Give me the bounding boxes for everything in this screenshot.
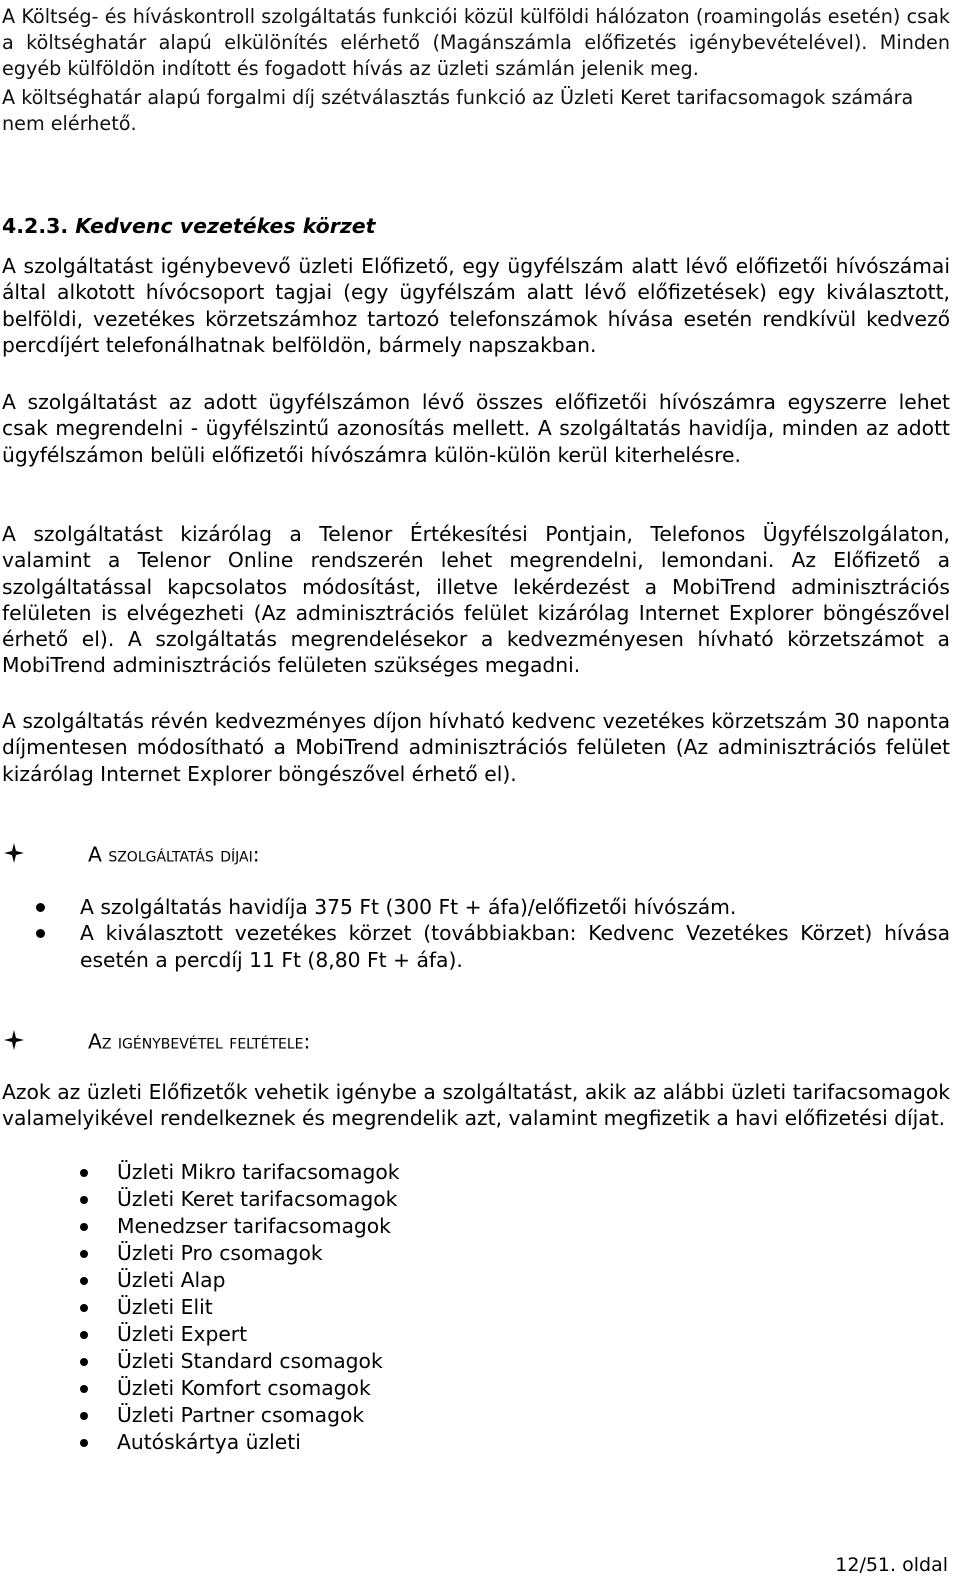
package-name: Üzleti Standard csomagok xyxy=(117,1349,383,1373)
intro-paragraph-cost-limit: A költséghatár alapú forgalmi díj szétválasztás funkció az Üzleti Keret tarifacsomagok számára nem elérhető. xyxy=(2,86,914,135)
bullet-icon xyxy=(36,929,45,938)
bullet-icon xyxy=(80,1358,88,1366)
paragraph-ordering-scope: A szolgáltatást az adott ügyfélszámon lévő összes előfizetői hívószámra egyszerre lehet csak megrendelni - ügyfélszintű azonosítás mellett. A szolgáltatás havidíja, minden az adott ügyfélszámon belüli előfizetői hívószámra külön-külön kerül kiterhelésre. xyxy=(2,390,950,467)
section-heading xyxy=(2,211,375,241)
paragraph-area-code-change: A szolgáltatás révén kedvezményes díjon hívható kedvenc vezetékes körzetszám 30 naponta díjmentesen módosítható a MobiTrend adminisztrációs felületen (Az adminisztrációs felület kizárólag Internet Explorer böngészővel érhető el). xyxy=(2,709,950,786)
bullet-icon xyxy=(80,1439,88,1447)
fee-per-minute: A kiválasztott vezetékes körzet (továbbiakban: Kedvenc Vezetékes Körzet) hívása esetén a percdíj 11 Ft (8,80 Ft + áfa). xyxy=(80,921,950,972)
package-name: Menedzser tarifacsomagok xyxy=(117,1214,391,1238)
intro-paragraph-roaming: A Költség- és híváskontroll szolgáltatás funkciói közül külföldi hálózaton (roamingolás esetén) csak a költséghatár alapú elkülönítés elérhető (Magánszámla előfizetés igénybevételével). Minden egyéb külföldön indított és fogadott hívás az üzleti számlán jelenik meg. xyxy=(2,5,950,80)
list-item xyxy=(0,1321,600,1348)
list-item xyxy=(0,1348,600,1375)
list-item xyxy=(0,1402,600,1429)
list-item xyxy=(0,1186,600,1213)
bullet-icon xyxy=(80,1277,88,1285)
fees-title: A szolgáltatás díjai: xyxy=(88,842,260,867)
paragraph-ordering-channels: A szolgáltatást kizárólag a Telenor Értékesítési Pontjain, Telefonos Ügyfélszolgálaton, valamint a Telenor Online rendszerén lehet megrendelni, lemondani. Az Előfizető a szolgáltatással kapcsolatos módosítást, illetve lekérdezést a MobiTrend adminisztrációs felületen is elvégezheti (Az adminisztrációs felület kizárólag Internet Explorer böngészővel érhető el). A szolgáltatás megrendelésekor a kedvezményesen hívható körzetszámot a MobiTrend adminisztrációs felületen szükséges megadni. xyxy=(2,522,950,678)
fees-list xyxy=(0,894,950,973)
bullet-icon xyxy=(80,1331,88,1339)
paragraph-eligibility: Azok az üzleti Előfizetők vehetik igénybe a szolgáltatást, akik az alábbi üzleti tarifacsomagok valamelyikével rendelkeznek és megrendelik azt, valamint megfizetik a havi előfizetési díjat. xyxy=(2,1080,950,1131)
fees-heading xyxy=(2,841,260,871)
bullet-icon xyxy=(36,903,45,912)
bullet-icon xyxy=(80,1385,88,1393)
package-name: Autóskártya üzleti xyxy=(117,1430,301,1454)
section-title: Kedvenc vezetékes körzet xyxy=(75,214,376,238)
list-item xyxy=(0,1429,600,1456)
list-item xyxy=(0,1159,600,1186)
package-name: Üzleti Pro csomagok xyxy=(117,1241,323,1265)
list-item xyxy=(0,1240,600,1267)
conditions-title: Az igénybevétel feltétele: xyxy=(88,1029,311,1054)
list-item xyxy=(0,1213,600,1240)
package-name: Üzleti Mikro tarifacsomagok xyxy=(117,1160,400,1184)
list-item xyxy=(0,1375,600,1402)
package-list xyxy=(0,1159,600,1456)
package-name: Üzleti Komfort csomagok xyxy=(117,1376,371,1400)
diamond-bullet-icon xyxy=(2,1028,32,1058)
package-name: Üzleti Partner csomagok xyxy=(117,1403,365,1427)
package-name: Üzleti Keret tarifacsomagok xyxy=(117,1187,398,1211)
package-name: Üzleti Elit xyxy=(117,1295,213,1319)
list-item xyxy=(0,1267,600,1294)
paragraph-service-description: A szolgáltatást igénybevevő üzleti Előfizető, egy ügyfélszám alatt lévő előfizetői hívószámai által alkotott hívócsoport tagjai (egy ügyfélszám alatt lévő előfizetések) egy kiválasztott, belföldi, vezetékes körzetszámhoz tartozó telefonszámok hívása esetén rendkívül kedvező percdíjért telefonálhatnak belföldön, bármely napszakban. xyxy=(2,254,950,357)
bullet-icon xyxy=(80,1250,88,1258)
bullet-icon xyxy=(80,1223,88,1231)
section-number: 4.2.3. xyxy=(2,214,69,238)
list-item xyxy=(0,894,950,920)
page-number: 12/51. oldal xyxy=(835,1554,948,1576)
bullet-icon xyxy=(80,1169,88,1177)
list-item xyxy=(0,920,950,973)
fee-monthly: A szolgáltatás havidíja 375 Ft (300 Ft + áfa)/előfizetői hívószám. xyxy=(80,895,737,919)
bullet-icon xyxy=(80,1412,88,1420)
diamond-bullet-icon xyxy=(2,841,32,871)
package-name: Üzleti Alap xyxy=(117,1268,226,1292)
package-name: Üzleti Expert xyxy=(117,1322,248,1346)
list-item xyxy=(0,1294,600,1321)
bullet-icon xyxy=(80,1196,88,1204)
conditions-heading xyxy=(2,1028,310,1058)
bullet-icon xyxy=(80,1304,88,1312)
